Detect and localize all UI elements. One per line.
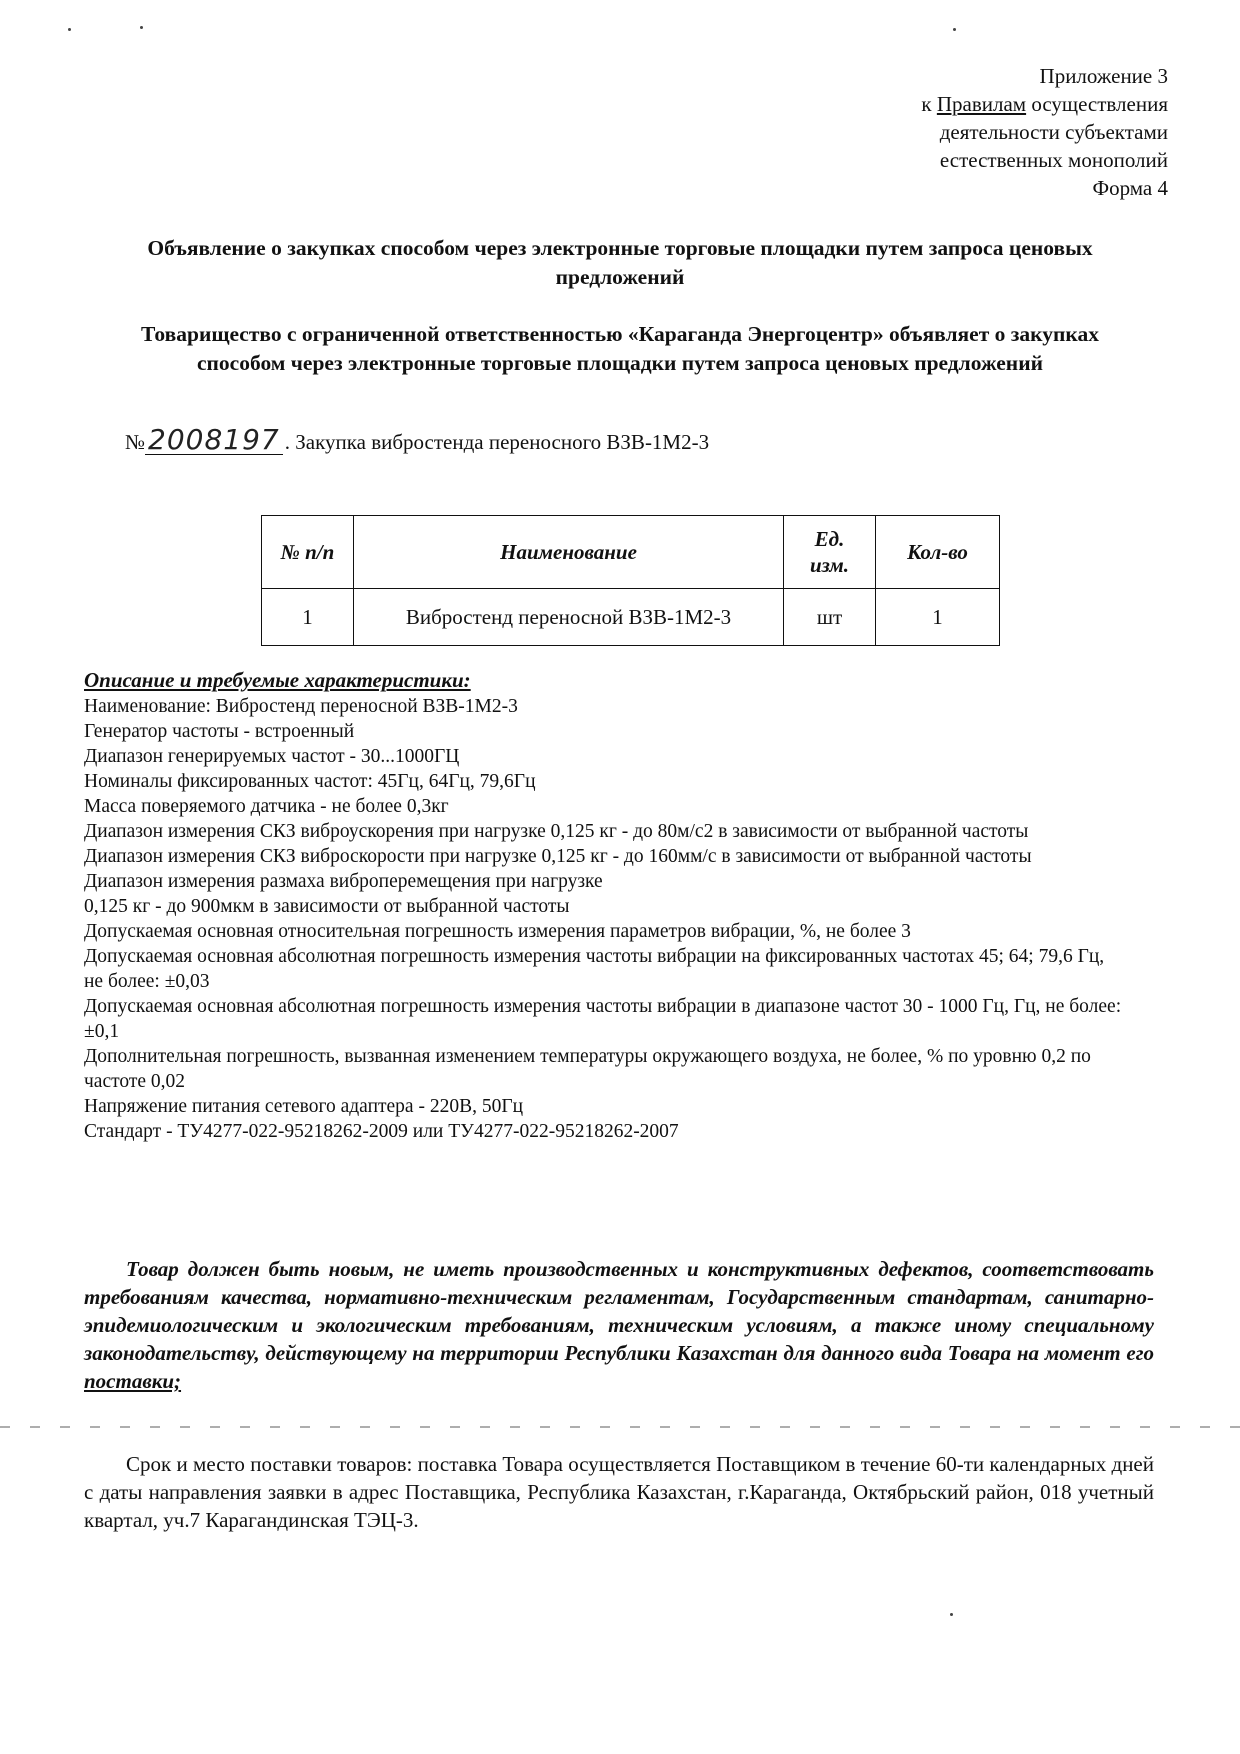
- description-line: Масса поверяемого датчика - не более 0,3кг: [84, 796, 449, 817]
- appendix-line: естественных монополий: [939, 148, 1168, 172]
- description-line: Дополнительная погрешность, вызванная изменением температуры окружающего воздуха, не более, % по уровню 0,2 по частоте 0,02: [84, 1046, 1091, 1092]
- table-cell: Вибростенд переносной ВЗВ-1М2-3: [354, 589, 784, 646]
- lot-line: [125, 424, 709, 460]
- description-line: Номиналы фиксированных частот: 45Гц, 64Гц, 79,6Гц: [84, 771, 536, 792]
- appendix-header: [921, 62, 1168, 202]
- requirements-text: Товар должен быть новым, не иметь производственных и конструктивных дефектов, соответствовать требованиям качества, нормативно-техническим регламентам, Государственным стандартам, санитарно-эпидемиологическим и экологическим требованиям, техническим условиям, а также иному специальному законодательству, действующему на территории Республики Казахстан для данного вида Товара на момент его: [84, 1257, 1154, 1365]
- lot-number-prefix: №: [125, 430, 146, 454]
- description-line: Стандарт - ТУ4277-022-95218262-2009 или ТУ4277-022-95218262-2007: [84, 1121, 679, 1142]
- scan-speck: [68, 28, 71, 31]
- requirements-paragraph: [84, 1255, 1154, 1395]
- lot-number-handwritten: 2008197: [145, 426, 283, 455]
- scan-speck: [950, 1613, 953, 1616]
- table-header: Кол-во: [876, 516, 1000, 589]
- table-cell: шт: [784, 589, 876, 646]
- table-header: № п/п: [262, 516, 354, 589]
- description-line: 0,125 кг - до 900мкм в зависимости от выбранной частоты: [84, 896, 570, 917]
- appendix-line: деятельности субъектами: [939, 120, 1168, 144]
- announcement-title: Товарищество с ограниченной ответственностью «Караганда Энергоцентр» объявляет о закупках способом через электронные торговые площадки путем запроса ценовых предложений: [141, 322, 1099, 375]
- form-number: Форма 4: [1092, 176, 1168, 200]
- description-heading: Описание и требуемые характеристики:: [84, 668, 471, 692]
- description-line: Диапазон измерения размаха виброперемещения при нагрузке: [84, 871, 603, 892]
- table-cell: 1: [876, 589, 1000, 646]
- document-title: Объявление о закупках способом через электронные торговые площадки путем запроса ценовых предложений: [147, 236, 1093, 289]
- delivery-paragraph: Срок и место поставки товаров: поставка Товара осуществляется Поставщиком в течение 60-ти календарных дней с даты направления заявки в адрес Поставщика, Республика Казахстан, г.Караганда, Октябрьский район, 018 учетный квартал, уч.7 Карагандинская ТЭЦ-3.: [84, 1452, 1154, 1532]
- table-header-row: [262, 516, 1000, 589]
- scan-speck: [953, 28, 956, 31]
- scan-dashed-line: [0, 1426, 1240, 1428]
- description-section: [84, 668, 1124, 1144]
- requirements-underlined: поставки;: [84, 1369, 182, 1393]
- lot-title: . Закупка вибростенда переносного ВЗВ-1М2-3: [284, 430, 710, 454]
- description-line: Напряжение питания сетевого адаптера - 220В, 50Гц: [84, 1096, 524, 1117]
- table-header: Наименование: [354, 516, 784, 589]
- description-line: Допускаемая основная абсолютная погрешность измерения частоты вибрации на фиксированных частотах 45; 64; 79,6 Гц, не более: ±0,03: [84, 946, 1105, 992]
- description-line: Диапазон измерения СКЗ виброскорости при нагрузке 0,125 кг - до 160мм/с в зависимости от выбранной частоты: [84, 846, 1032, 867]
- appendix-line: [921, 90, 1168, 118]
- description-line: Генератор частоты - встроенный: [84, 721, 355, 742]
- table-cell: 1: [262, 589, 354, 646]
- appendix-prefix: к: [921, 92, 937, 116]
- rules-link: Правилам: [936, 92, 1027, 116]
- description-line: Диапазон измерения СКЗ виброускорения при нагрузке 0,125 кг - до 80м/с2 в зависимости от выбранной частоты: [84, 821, 1029, 842]
- appendix-line: Приложение 3: [1039, 64, 1168, 88]
- table-row: [262, 589, 1000, 646]
- description-line: Наименование: Вибростенд переносной ВЗВ-1М2-3: [84, 696, 518, 717]
- description-line: Допускаемая основная абсолютная погрешность измерения частоты вибрации в диапазоне частот 30 - 1000 Гц, Гц, не более: ±0,1: [84, 996, 1122, 1042]
- description-line: Допускаемая основная относительная погрешность измерения параметров вибрации, %, не более 3: [84, 921, 911, 942]
- goods-table: [261, 515, 1000, 646]
- appendix-suffix: осуществления: [1026, 92, 1168, 116]
- description-line: Диапазон генерируемых частот - 30...1000ГЦ: [84, 746, 460, 767]
- scan-speck: [140, 26, 143, 29]
- table-header: Ед. изм.: [784, 516, 876, 589]
